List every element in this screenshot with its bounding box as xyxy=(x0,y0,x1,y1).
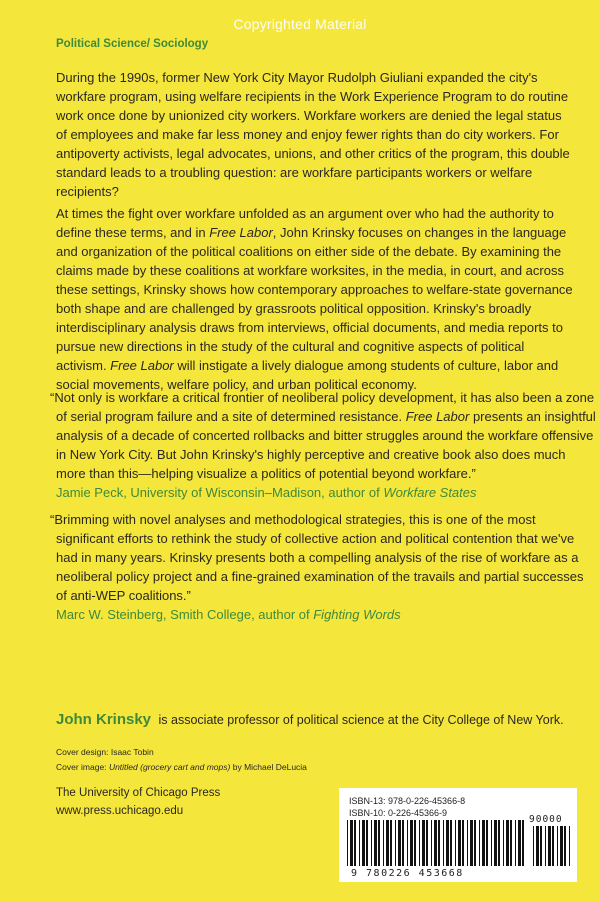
quote-text: “Brimming with novel analyses and methodological strategies, this is one of the most significant efforts to rethink the study of collective action and political contention that we've had in many years. Krinsky presents both a compelling analysis of the rise of workfare as a neoliberal policy project and a fine-grained examination of the travails and partial successes of anti-WEP coalitions.” xyxy=(50,512,584,603)
subject-category: Political Science/ Sociology xyxy=(56,38,209,50)
blurb-text: , John Krinsky focuses on changes in the language and organization of the political coalitions on either side of the debate. By examining the claims made by these coalitions at workfare worksites, in the media, in court, and across these settings, Krinsky shows how contemporary approaches to welfare-state governance both shape and are challenged by grassroots political opposition. Krinsky's broadly interdisciplinary analysis draws from interviews, official documents, and media reports to pursue new directions in the study of the cultural and cognitive aspects of political activism. xyxy=(56,225,573,373)
quote-attribution: Jamie Peck, University of Wisconsin–Madison, author of Workfare States xyxy=(56,485,477,500)
blurb-paragraph-2 xyxy=(56,204,576,394)
copyright-watermark: Copyrighted Material xyxy=(233,16,367,32)
book-title: Free Labor xyxy=(405,409,470,424)
publisher-info xyxy=(56,784,220,820)
blurb-text: At times the fight over workfare unfolded as an argument over who had the authority to define these terms, and in xyxy=(56,206,554,240)
publisher-name: The University of Chicago Press xyxy=(56,787,221,799)
endorsement-quote-1 xyxy=(50,388,596,502)
quote-text: presents an insightful analysis of a decade of concerted rollbacks and bitter struggles around the workfare offensive in New York City. But John Krinsky's highly perceptive and creative book also does much more than this—helping visualize a politics of potential beyond workfare.” xyxy=(56,409,596,481)
isbn-13: ISBN-13: 978-0-226-45366-8 xyxy=(349,796,466,806)
publisher-url: www.press.uchicago.edu xyxy=(56,805,184,817)
blurb-text: During the 1990s, former New York City Mayor Rudolph Giuliani expanded the city's workfare program, using welfare recipients in the Work Experience Program to do routine work once done by unionized city workers. Workfare workers are denied the legal status of employees and make far less money and enjoy fewer rights than do city workers. For antipoverty activists, legal advocates, unions, and other critics of the program, this double standard leads to a troubling question: are workfare participants workers or welfare recipients? xyxy=(56,70,570,199)
cover-image-credit: Cover image: Untitled (grocery cart and mops) by Michael DeLucia xyxy=(56,762,307,772)
quote-text: “Not only is workfare a critical frontier of neoliberal policy development, it has also been a zone of serial program failure and a site of determined resistance. xyxy=(50,390,595,424)
cover-credits xyxy=(56,745,307,775)
author-bio xyxy=(56,711,564,728)
price-code: 90000 xyxy=(529,814,563,825)
book-title: Free Labor xyxy=(209,225,273,240)
blurb-text: will instigate a lively dialogue among students of culture, labor and social movements, welfare policy, and urban political economy. xyxy=(56,358,559,392)
author-name: John Krinsky xyxy=(56,711,152,728)
quote-attribution: Marc W. Steinberg, Smith College, author of Fighting Words xyxy=(56,607,401,622)
author-bio-text: is associate professor of political science at the City College of New York. xyxy=(158,713,564,727)
book-title: Free Labor xyxy=(110,358,174,373)
isbn-barcode-box xyxy=(339,788,577,882)
isbn-10: ISBN-10: 0-226-45366-9 xyxy=(349,808,448,818)
blurb-paragraph-1 xyxy=(56,68,576,201)
addon-barcode xyxy=(533,826,571,866)
ean-digits: 9 780226 453668 xyxy=(351,868,464,879)
cover-design-credit: Cover design: Isaac Tobin xyxy=(56,747,154,757)
endorsement-quote-2 xyxy=(50,510,596,624)
ean-barcode xyxy=(347,820,525,866)
